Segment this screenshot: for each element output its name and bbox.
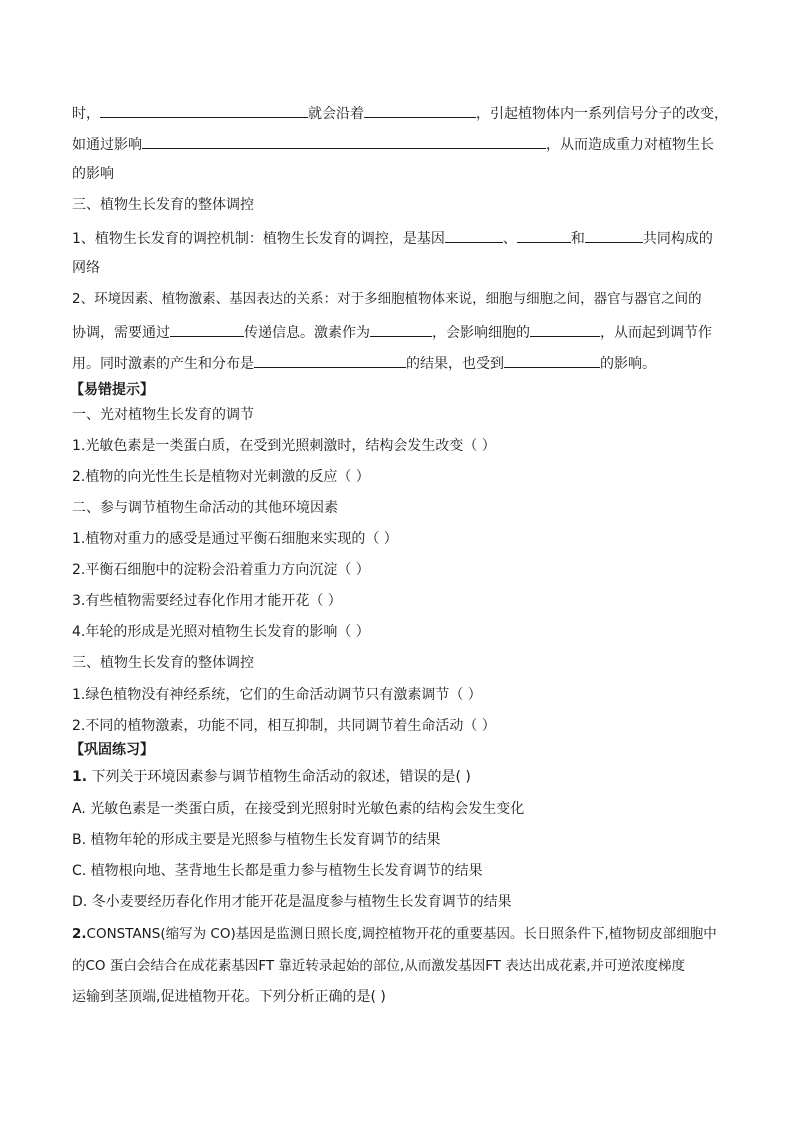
true-false-item: 1.光敏色素是一类蛋白质，在受到光照刺激时，结构会发生改变（ ） — [72, 438, 496, 454]
answer-blank[interactable] — [254, 353, 406, 368]
answer-blank[interactable] — [364, 103, 476, 118]
text: CONSTANS(缩写为 CO)基因是监测日照长度,调控植物开花的重要基因。长日照条件下,植物韧皮部细胞中 — [86, 926, 717, 942]
answer-blank[interactable] — [530, 322, 600, 337]
true-false-item: 3.有些植物需要经过春化作用才能开花（ ） — [72, 593, 342, 609]
answer-blank[interactable] — [585, 228, 643, 243]
text: 如通过影响 — [72, 137, 142, 153]
text: 协调，需要通过 — [72, 325, 170, 341]
answer-blank[interactable] — [142, 134, 546, 149]
errors-heading: 【易错提示】 — [70, 382, 154, 398]
answer-blank[interactable] — [504, 353, 600, 368]
paragraph-2-line-2 — [72, 322, 722, 342]
errors-group-title: 二、参与调节植物生命活动的其他环境因素 — [72, 500, 338, 516]
question-1-stem — [72, 768, 722, 786]
option-d: D. 冬小麦要经历春化作用才能开花是温度参与植物生长发育调节的结果 — [72, 894, 512, 910]
text: 的结果，也受到 — [406, 356, 504, 372]
answer-blank[interactable] — [170, 322, 244, 337]
answer-blank[interactable] — [100, 103, 308, 118]
paragraph-1 — [72, 228, 722, 248]
text: 的影响。 — [600, 356, 656, 372]
errors-group-title: 一、光对植物生长发育的调节 — [72, 407, 254, 423]
text: ，从而造成重力对植物生长 — [546, 137, 714, 153]
text: 就会沿着 — [308, 106, 364, 122]
true-false-item: 4.年轮的形成是光照对植物生长发育的影响（ ） — [72, 624, 370, 640]
errors-group-title: 三、植物生长发育的整体调控 — [72, 655, 254, 671]
paragraph-2: 2、环境因素、植物激素、基因表达的关系：对于多细胞植物体来说，细胞与细胞之间，器官与器官之间的 — [72, 291, 702, 307]
true-false-item: 1.植物对重力的感受是通过平衡石细胞来实现的（ ） — [72, 531, 398, 547]
text: 和 — [570, 231, 585, 247]
text: 用。同时激素的产生和分布是 — [72, 356, 254, 372]
text: 的影响 — [72, 166, 114, 182]
answer-blank[interactable] — [370, 322, 432, 337]
true-false-item: 1.绿色植物没有神经系统，它们的生命活动调节只有激素调节（ ） — [72, 687, 482, 703]
fill-line-3 — [72, 165, 722, 183]
practice-heading: 【巩固练习】 — [70, 742, 154, 758]
true-false-item: 2.植物的向光性生长是植物对光刺激的反应（ ） — [72, 469, 370, 485]
text: 下列关于环境因素参与调节植物生命活动的叙述，错误的是( ) — [87, 769, 471, 785]
option-a: A. 光敏色素是一类蛋白质，在接受到光照射时光敏色素的结构会发生变化 — [72, 801, 525, 817]
text: ，引起植物体内一系列信号分子的改变， — [476, 106, 728, 122]
fill-line-1 — [72, 103, 728, 123]
text: 1、植物生长发育的调控机制：植物生长发育的调控，是基因 — [72, 231, 445, 247]
text: 共同构成的 — [642, 231, 713, 247]
option-b: B. 植物年轮的形成主要是光照参与植物生长发育调节的结果 — [72, 832, 441, 848]
answer-blank[interactable] — [445, 228, 503, 243]
section-heading: 三、植物生长发育的整体调控 — [72, 197, 254, 213]
option-c: C. 植物根向地、茎背地生长都是重力参与植物生长发育调节的结果 — [72, 863, 483, 879]
question-number: 2. — [72, 926, 87, 942]
answer-blank[interactable] — [517, 228, 571, 243]
text: ，从而起到调节作 — [600, 325, 712, 341]
true-false-item: 2.不同的植物激素，功能不同，相互抑制，共同调节着生命活动（ ） — [72, 718, 496, 734]
text: 时， — [72, 106, 100, 122]
question-2-stem — [72, 925, 722, 943]
paragraph-2-line-3 — [72, 353, 722, 373]
question-2-line-2: 的CO 蛋白会结合在成花素基因FT 靠近转录起始的部位,从而激发基因FT 表达出成花素,并可逆浓度梯度 — [72, 958, 686, 974]
question-number: 1. — [72, 769, 88, 785]
text: 、 — [502, 231, 517, 247]
text: 传递信息。激素作为 — [244, 325, 370, 341]
question-2-line-3: 运输到茎顶端,促进植物开花。下列分析正确的是( ) — [72, 989, 386, 1005]
text: ，会影响细胞的 — [432, 325, 530, 341]
true-false-item: 2.平衡石细胞中的淀粉会沿着重力方向沉淀（ ） — [72, 562, 370, 578]
paragraph-1-cont: 网络 — [72, 260, 100, 276]
fill-line-2 — [72, 134, 722, 154]
